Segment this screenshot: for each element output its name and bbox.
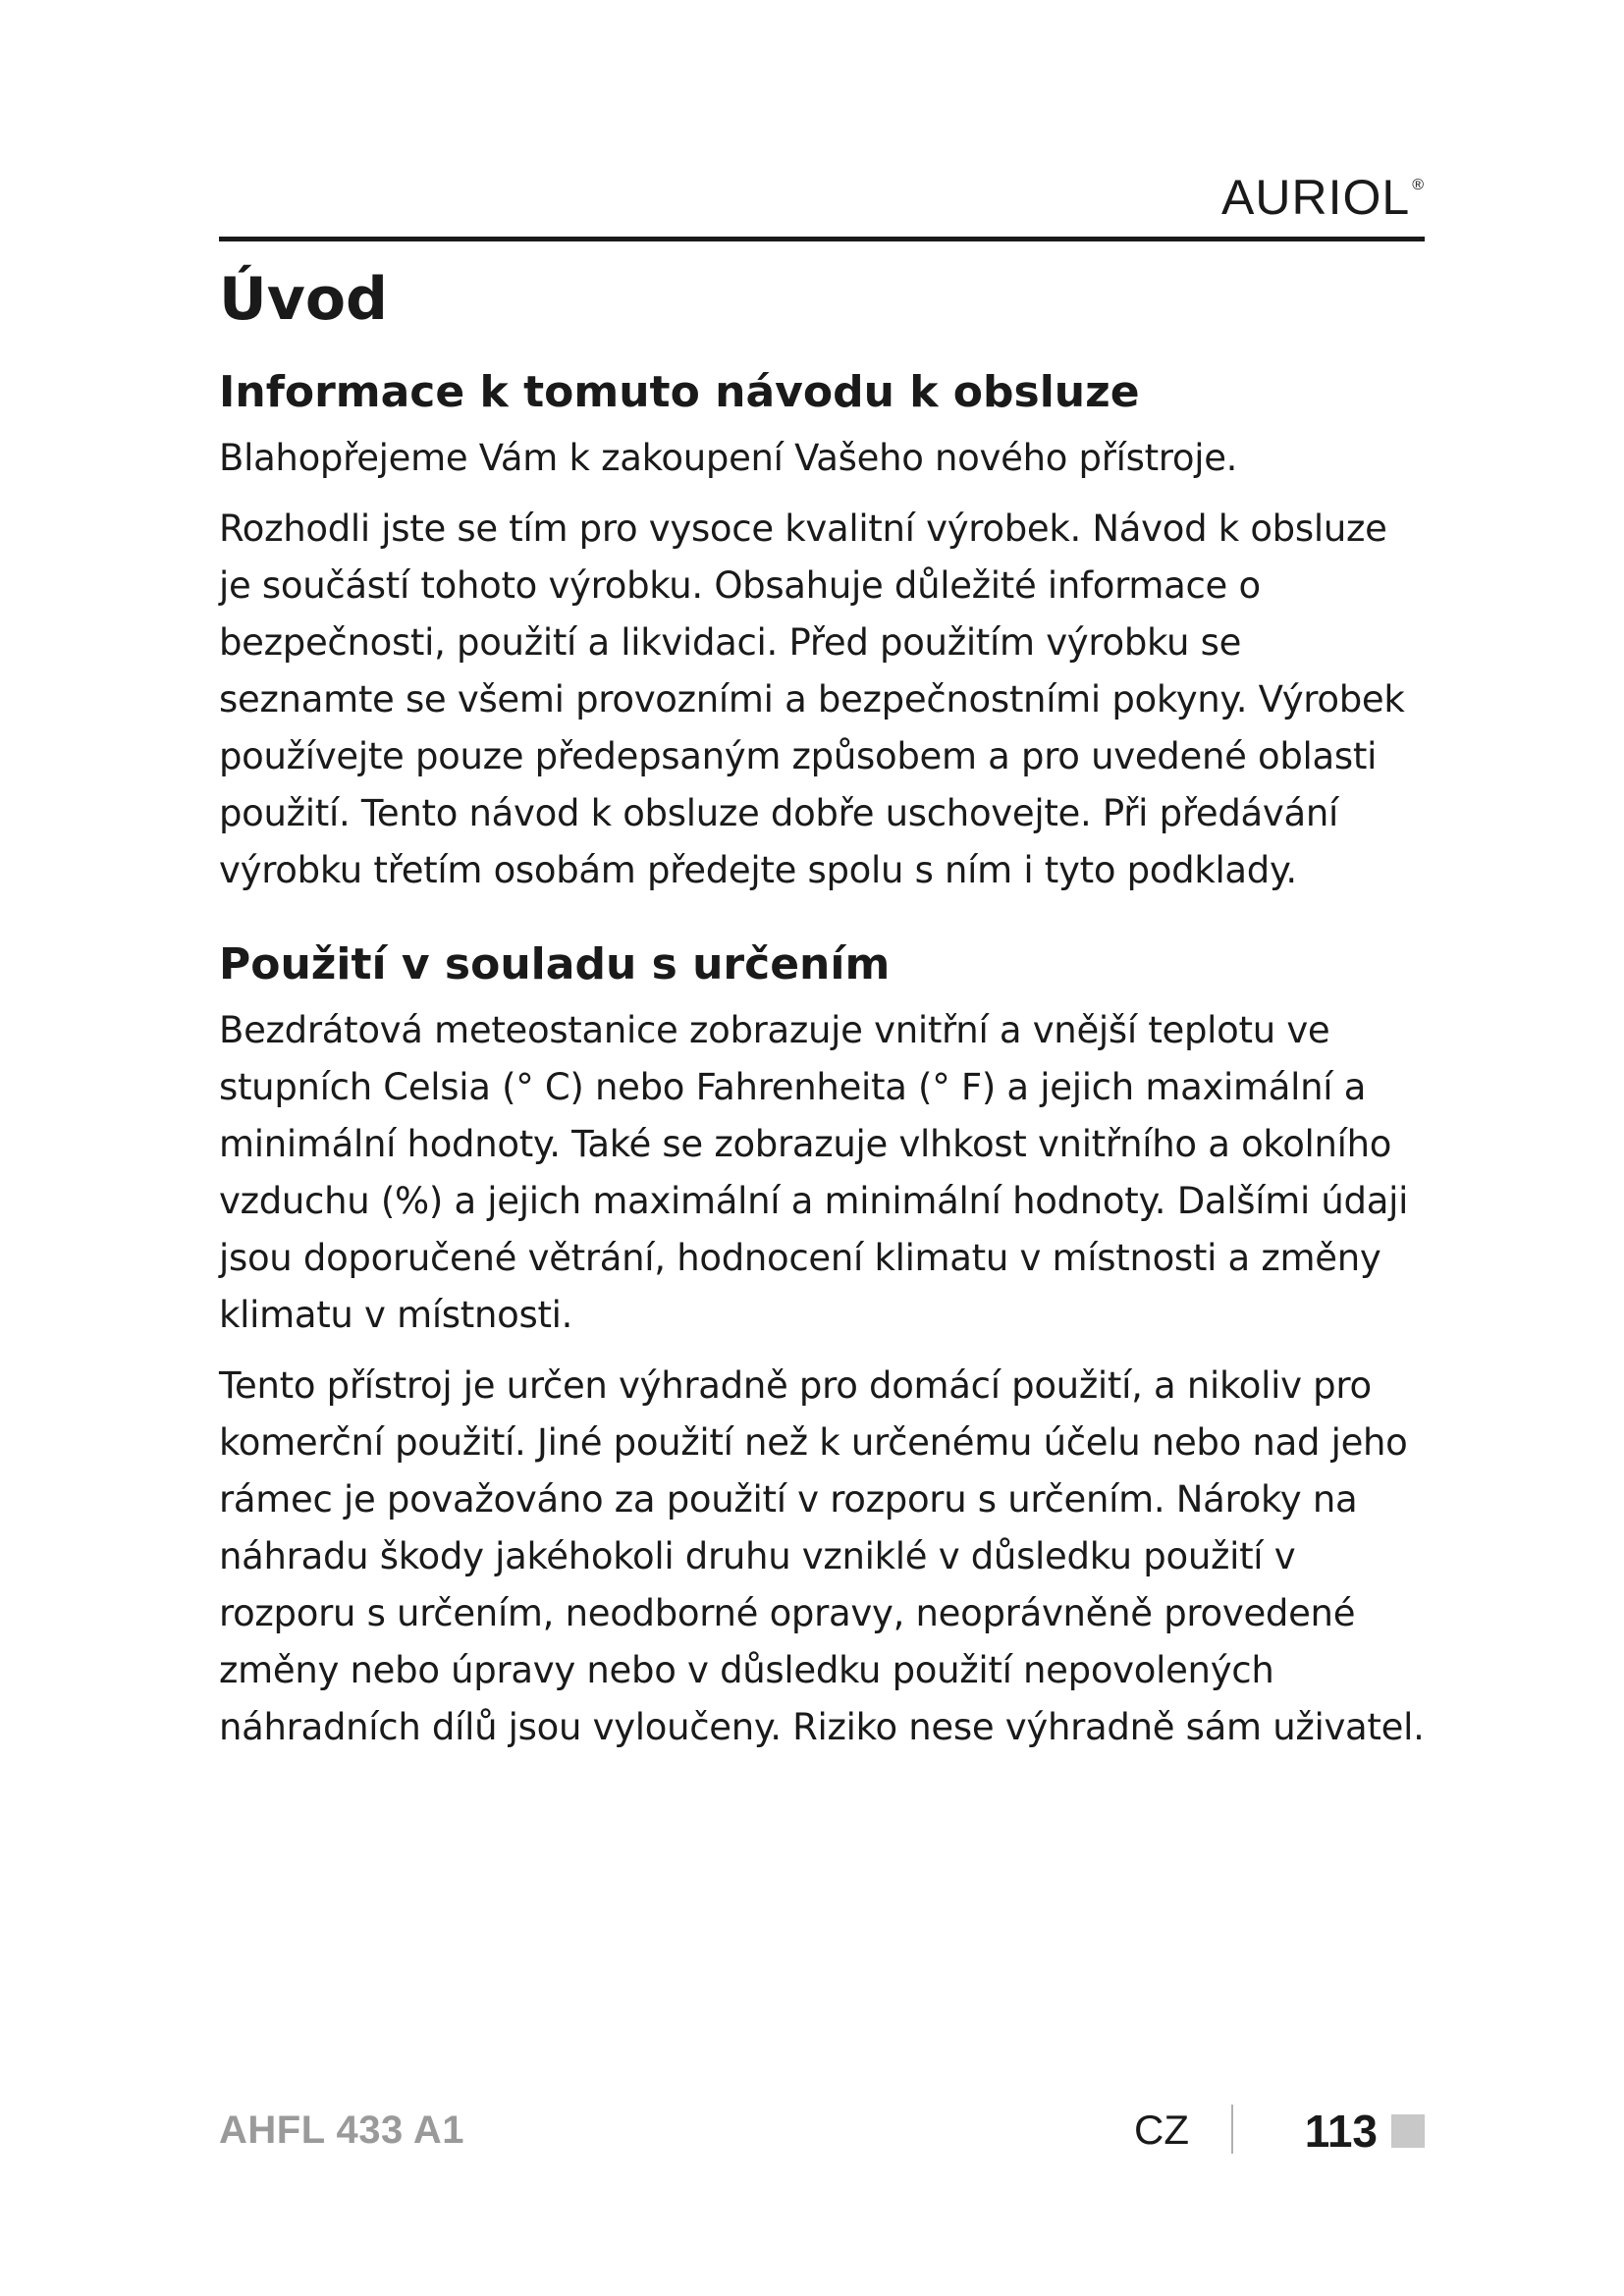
page-footer — [219, 2101, 1425, 2160]
footer-divider — [1231, 2105, 1233, 2154]
page-marker-square — [1391, 2114, 1425, 2148]
paragraph: Blahopřejeme Vám k zakoupení Vašeho nového přístroje. — [219, 437, 1238, 480]
page-title: Úvod — [219, 265, 389, 334]
brand-logo — [1221, 169, 1425, 226]
paragraph: Bezdrátová meteostanice zobrazuje vnitřní a vnější teplotu ve stupních Celsia (° C) nebo Fahrenheita (° F) a jejich maximální a minimální hodnoty. Také se zobrazuje vlhkost vnitřního a okolního vzduchu (%) a jejich maximální a minimální hodnoty. Dalšími údaji jsou doporučené větrání, hodnocení klimatu v místnosti a změny klimatu v místnosti. — [219, 1009, 1409, 1337]
section-heading-intended-use: Použití v souladu s určením — [219, 939, 891, 990]
section-heading-manual-info: Informace k tomuto návodu k obsluze — [219, 367, 1140, 417]
page-number: 113 — [1304, 2106, 1378, 2157]
paragraph: Rozhodli jste se tím pro vysoce kvalitní výrobek. Návod k obsluze je součástí tohoto výrobku. Obsahuje důležité informace o bezpečnosti, použití a likvidaci. Před použitím výrobku se seznamte se všemi provozními a bezpečnostními pokyny. Výrobek používejte pouze předepsaným způsobem a pro uvedené oblasti použití. Tento návod k obsluze dobře uschovejte. Při předávání výrobku třetím osobám předejte spolu s ním i tyto podklady. — [219, 507, 1405, 892]
page-content — [219, 263, 1427, 1770]
language-code: CZ — [1134, 2107, 1189, 2153]
paragraph: Tento přístroj je určen výhradně pro domácí použití, a nikoliv pro komerční použití. Jiné použití než k určenému účelu nebo nad jeho rámec je považováno za použití v rozporu s určením. Nároky na náhradu škody jakéhokoli druhu vzniklé v důsledku použití v rozporu s určením, neodborné opravy, neoprávněně provedené změny nebo úpravy nebo v důsledku použití nepovolených náhradních dílů jsou vyloučeny. Riziko nese výhradně sám uživatel. — [219, 1364, 1425, 1749]
brand-name: AURIOL — [1221, 170, 1411, 225]
registered-mark: ® — [1412, 177, 1425, 193]
header-rule — [219, 237, 1425, 241]
model-number: AHFL 433 A1 — [219, 2109, 465, 2152]
